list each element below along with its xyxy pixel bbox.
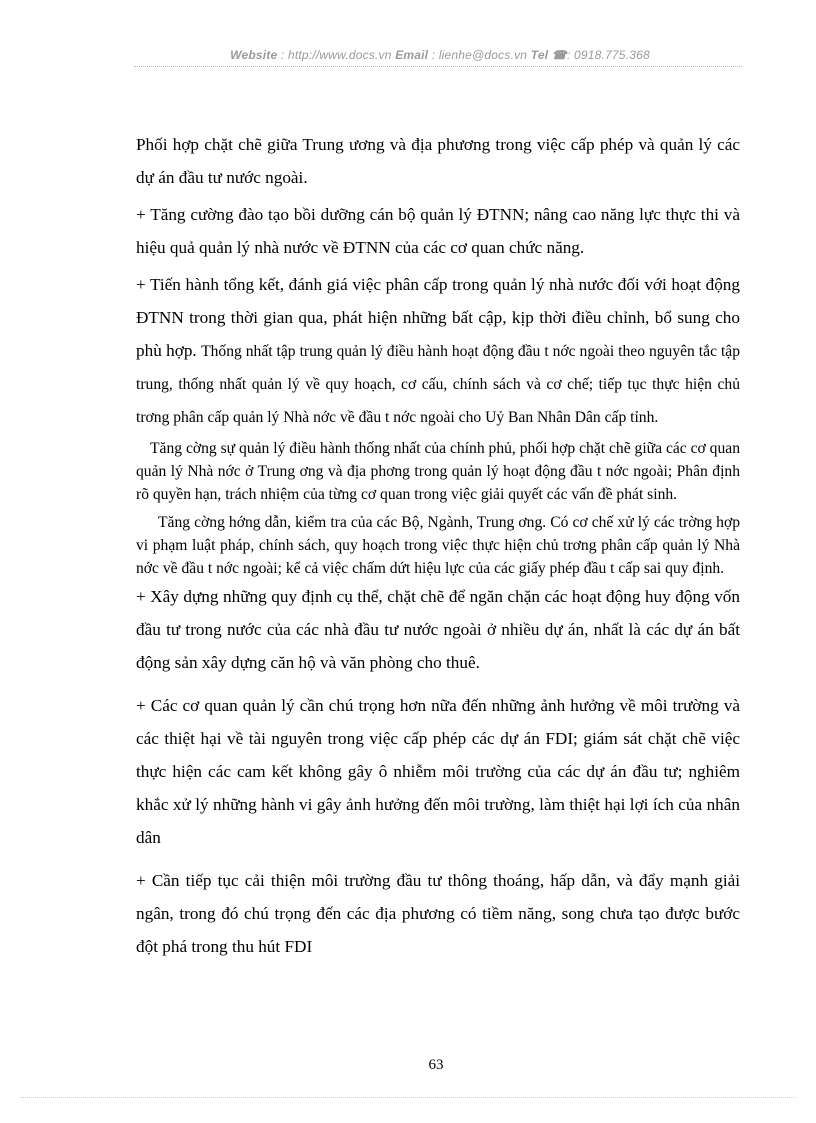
tel-separator: : <box>566 48 575 62</box>
page-header <box>140 48 740 62</box>
website-url[interactable]: http://www.docs.vn <box>287 48 392 62</box>
email-separator: : <box>428 48 439 62</box>
paragraph-unified-management: Thống nhất tập trung quản lý điều hành hoạt động đầu t nớc ngoài theo nguyên tắc tập trung, thống nhất quản lý về quy hoạch, cơ cấu, chính sách và cơ chế; tiếp tục thực hiện chủ trơng phân cấp quản lý Nhà nớc về đầu t nớc ngoài cho Uỷ Ban Nhân Dân cấp tỉnh. <box>136 343 740 426</box>
paragraph-guidance-inspection: Tăng cờng hớng dẫn, kiểm tra của các Bộ, Ngành, Trung ơng. Có cơ chế xử lý các trờng hợp vi phạm luật pháp, chính sách, quy hoạch trong việc thực hiện chủ trơng phân cấp quản lý Nhà nớc về đầu t nớc ngoài; kể cả việc chấm dứt hiệu lực của các giấy phép đầu t cấp sai quy định. <box>136 513 740 578</box>
paragraph-capital-mobilization: + Xây dựng những quy định cụ thể, chặt chẽ để ngăn chặn các hoạt động huy động vốn đầu tư trong nước của các nhà đầu tư nước ngoài ở nhiều dự án, nhất là các dự án bất động sản xây dựng căn hộ và văn phòng cho thuê. <box>136 587 740 673</box>
paragraph-coordination: Phối hợp chặt chẽ giữa Trung ương và địa phương trong việc cấp phép và quản lý các dự án đầu tư nước ngoài. <box>136 135 740 187</box>
website-label: Website <box>230 48 278 62</box>
page-number: 63 <box>428 1057 444 1073</box>
document-body <box>136 128 740 963</box>
email-label: Email <box>395 48 429 62</box>
paragraph-investment-climate: + Cần tiếp tục cải thiện môi trường đầu tư thông thoáng, hấp dẫn, và đẩy mạnh giải ngân, trong đó chú trọng đến các địa phương có tiềm năng, song chưa tạo được bước đột phá trong thu hút FDI <box>136 871 740 957</box>
tel-number: 0918.775.368 <box>574 48 650 62</box>
tel-label: Tel <box>530 48 549 62</box>
footer-divider <box>20 1097 796 1098</box>
email-address[interactable]: lienhe@docs.vn <box>438 48 528 62</box>
paragraph-review <box>136 268 740 433</box>
paragraph-government-coordination: Tăng cờng sự quản lý điều hành thống nhất của chính phủ, phối hợp chặt chẽ giữa các cơ quan quản lý Nhà nớc ở Trung ơng và địa phơng trong quản lý hoạt động đầu t nớc ngoài; Phân định rõ quyền hạn, trách nhiệm của từng cơ quan trong việc giải quyết các vấn đề phát sinh. <box>136 440 740 504</box>
website-separator: : <box>277 48 288 62</box>
telephone-icon: ☎ <box>551 48 567 62</box>
paragraph-review-text: + Tiến hành tổng kết, đánh giá việc phân cấp trong quản lý nhà nước đối với hoạt động ĐTNN trong thời gian qua, phát hiện những bất cập, kịp thời điều chỉnh, bổ sung cho phù hợp. <box>136 275 740 360</box>
paragraph-training: + Tăng cường đào tạo bồi dưỡng cán bộ quản lý ĐTNN; nâng cao năng lực thực thi và hiệu quả quản lý nhà nước về ĐTNN của các cơ quan chức năng. <box>136 205 740 257</box>
paragraph-environment: + Các cơ quan quản lý cần chú trọng hơn nữa đến những ảnh hưởng về môi trường và các thiệt hại về tài nguyên trong việc cấp phép các dự án FDI; giám sát chặt chẽ việc thực hiện các cam kết không gây ô nhiễm môi trường của các dự án đầu tư; nghiêm khắc xử lý những hành vi gây ảnh hưởng đến môi trường, làm thiệt hại lợi ích của nhân dân <box>136 696 740 848</box>
header-divider <box>134 66 742 67</box>
